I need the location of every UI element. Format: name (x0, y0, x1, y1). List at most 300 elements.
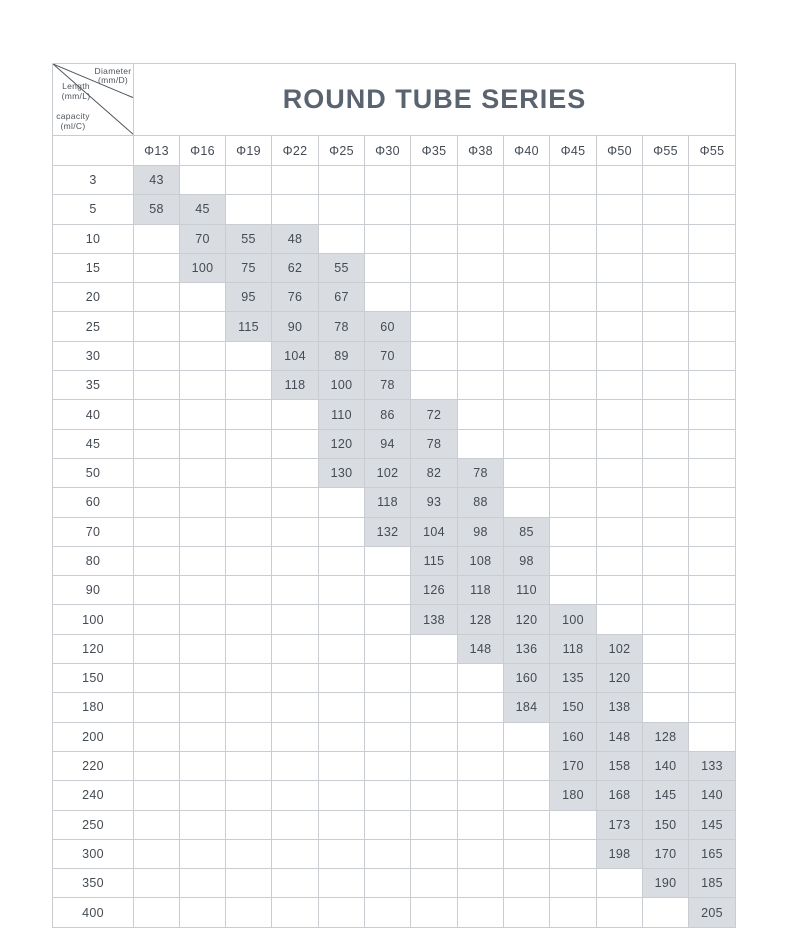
capacity-cell (365, 166, 411, 195)
capacity-cell (134, 546, 180, 575)
capacity-cell (689, 458, 736, 487)
capacity-cell (643, 576, 689, 605)
table-row (53, 693, 736, 722)
corner-capacity-label: capacity (56, 111, 90, 121)
capacity-cell (180, 429, 226, 458)
capacity-cell: 110 (319, 400, 365, 429)
capacity-cell (134, 605, 180, 634)
capacity-cell: 45 (180, 195, 226, 224)
capacity-cell: 140 (643, 751, 689, 780)
capacity-cell (550, 253, 597, 282)
capacity-cell (411, 722, 458, 751)
table-row (53, 810, 736, 839)
capacity-cell (643, 371, 689, 400)
capacity-cell (319, 605, 365, 634)
capacity-cell: 78 (319, 312, 365, 341)
capacity-cell (504, 839, 550, 868)
capacity-cell: 205 (689, 898, 736, 927)
capacity-cell (411, 634, 458, 663)
capacity-cell (134, 781, 180, 810)
capacity-cell: 104 (272, 341, 319, 370)
capacity-cell (272, 488, 319, 517)
table-row (53, 517, 736, 546)
table-row (53, 224, 736, 253)
capacity-cell (597, 605, 643, 634)
diameter-header-cell: Φ38 (458, 136, 504, 166)
capacity-cell (504, 429, 550, 458)
capacity-cell: 168 (597, 781, 643, 810)
capacity-cell (319, 488, 365, 517)
length-cell: 3 (53, 166, 134, 195)
length-cell: 10 (53, 224, 134, 253)
capacity-cell (550, 810, 597, 839)
capacity-cell (180, 722, 226, 751)
capacity-cell: 100 (180, 253, 226, 282)
capacity-cell (272, 195, 319, 224)
capacity-cell: 148 (597, 722, 643, 751)
round-tube-sheet (52, 63, 735, 929)
capacity-cell: 148 (458, 634, 504, 663)
corner-capacity-unit: (ml/C) (60, 121, 86, 131)
capacity-cell (272, 400, 319, 429)
capacity-cell: 150 (643, 810, 689, 839)
capacity-cell (411, 224, 458, 253)
capacity-cell (180, 898, 226, 927)
capacity-cell (134, 488, 180, 517)
table-row (53, 898, 736, 927)
capacity-cell (180, 869, 226, 898)
capacity-cell: 55 (226, 224, 272, 253)
capacity-cell (365, 869, 411, 898)
capacity-cell (134, 634, 180, 663)
capacity-cell (180, 400, 226, 429)
capacity-cell (411, 751, 458, 780)
capacity-cell: 102 (597, 634, 643, 663)
table-row (53, 195, 736, 224)
capacity-cell (134, 810, 180, 839)
capacity-cell (550, 458, 597, 487)
capacity-cell (643, 312, 689, 341)
table-row (53, 839, 736, 868)
capacity-cell (180, 488, 226, 517)
capacity-cell (319, 224, 365, 253)
capacity-cell (597, 283, 643, 312)
capacity-cell (411, 869, 458, 898)
diameter-header-cell: Φ19 (226, 136, 272, 166)
capacity-cell: 93 (411, 488, 458, 517)
capacity-cell (550, 224, 597, 253)
capacity-cell (134, 253, 180, 282)
capacity-cell: 180 (550, 781, 597, 810)
capacity-cell (458, 693, 504, 722)
capacity-cell: 72 (411, 400, 458, 429)
length-cell: 15 (53, 253, 134, 282)
capacity-cell (226, 664, 272, 693)
capacity-cell (272, 898, 319, 927)
capacity-cell (226, 898, 272, 927)
capacity-cell (319, 781, 365, 810)
capacity-cell (134, 869, 180, 898)
diameter-header-cell: Φ22 (272, 136, 319, 166)
table-row (53, 605, 736, 634)
capacity-cell (272, 810, 319, 839)
diameter-header-row (53, 136, 736, 166)
capacity-cell (180, 605, 226, 634)
capacity-cell (226, 722, 272, 751)
capacity-cell: 128 (643, 722, 689, 751)
capacity-cell: 94 (365, 429, 411, 458)
capacity-cell (134, 517, 180, 546)
capacity-table (52, 63, 736, 928)
capacity-cell: 150 (550, 693, 597, 722)
length-cell: 25 (53, 312, 134, 341)
corner-length-unit: (mm/L) (61, 91, 91, 101)
corner-diameter-unit: (mm/D) (97, 75, 129, 85)
length-cell: 20 (53, 283, 134, 312)
capacity-cell (272, 869, 319, 898)
capacity-cell (689, 488, 736, 517)
capacity-cell (365, 253, 411, 282)
capacity-cell: 95 (226, 283, 272, 312)
capacity-cell (411, 693, 458, 722)
capacity-cell (365, 664, 411, 693)
diameter-header-cell: Φ45 (550, 136, 597, 166)
capacity-cell: 128 (458, 605, 504, 634)
capacity-cell: 88 (458, 488, 504, 517)
capacity-cell (643, 429, 689, 458)
capacity-cell: 120 (504, 605, 550, 634)
capacity-cell (504, 312, 550, 341)
table-row (53, 458, 736, 487)
capacity-cell: 78 (411, 429, 458, 458)
capacity-cell: 170 (550, 751, 597, 780)
length-cell: 300 (53, 839, 134, 868)
capacity-cell (411, 898, 458, 927)
table-row (53, 634, 736, 663)
capacity-cell (504, 458, 550, 487)
capacity-cell (365, 722, 411, 751)
capacity-cell (643, 458, 689, 487)
capacity-cell (365, 195, 411, 224)
header-row (53, 64, 736, 136)
table-row (53, 664, 736, 693)
capacity-cell: 85 (504, 517, 550, 546)
capacity-cell: 126 (411, 576, 458, 605)
capacity-cell (180, 781, 226, 810)
capacity-cell (226, 576, 272, 605)
capacity-cell (689, 166, 736, 195)
capacity-cell (597, 341, 643, 370)
capacity-cell: 160 (504, 664, 550, 693)
capacity-cell (504, 898, 550, 927)
capacity-cell (458, 839, 504, 868)
capacity-cell (643, 693, 689, 722)
length-cell: 80 (53, 546, 134, 575)
capacity-cell (597, 166, 643, 195)
capacity-cell (272, 429, 319, 458)
capacity-cell (226, 546, 272, 575)
length-cell: 200 (53, 722, 134, 751)
capacity-cell (504, 166, 550, 195)
capacity-cell: 115 (226, 312, 272, 341)
capacity-cell (226, 371, 272, 400)
table-row (53, 869, 736, 898)
capacity-cell (134, 898, 180, 927)
capacity-cell (180, 546, 226, 575)
capacity-cell: 70 (365, 341, 411, 370)
length-cell: 240 (53, 781, 134, 810)
capacity-cell (458, 166, 504, 195)
capacity-cell (643, 283, 689, 312)
capacity-cell (550, 400, 597, 429)
capacity-cell: 173 (597, 810, 643, 839)
capacity-cell (134, 839, 180, 868)
capacity-cell (411, 253, 458, 282)
capacity-cell (226, 166, 272, 195)
capacity-cell (180, 312, 226, 341)
capacity-cell (458, 341, 504, 370)
capacity-cell: 185 (689, 869, 736, 898)
capacity-cell (226, 488, 272, 517)
page-title: ROUND TUBE SERIES (134, 64, 736, 136)
capacity-cell (411, 283, 458, 312)
capacity-cell (134, 341, 180, 370)
capacity-cell (597, 312, 643, 341)
diameter-header-cell: Φ35 (411, 136, 458, 166)
capacity-cell (550, 166, 597, 195)
capacity-cell (272, 664, 319, 693)
capacity-cell (365, 898, 411, 927)
length-cell: 120 (53, 634, 134, 663)
capacity-cell (597, 898, 643, 927)
capacity-cell (272, 722, 319, 751)
capacity-cell (411, 839, 458, 868)
capacity-cell (365, 693, 411, 722)
capacity-cell (134, 312, 180, 341)
capacity-cell (180, 634, 226, 663)
capacity-cell: 90 (272, 312, 319, 341)
capacity-cell (319, 839, 365, 868)
capacity-cell (226, 195, 272, 224)
capacity-cell (504, 371, 550, 400)
capacity-cell (597, 195, 643, 224)
capacity-cell (226, 751, 272, 780)
capacity-cell (689, 664, 736, 693)
capacity-cell (134, 400, 180, 429)
capacity-cell (411, 341, 458, 370)
table-row (53, 429, 736, 458)
capacity-cell: 100 (319, 371, 365, 400)
capacity-cell (458, 400, 504, 429)
capacity-cell (689, 253, 736, 282)
capacity-cell (689, 722, 736, 751)
capacity-cell (458, 253, 504, 282)
capacity-cell: 118 (272, 371, 319, 400)
capacity-cell (180, 166, 226, 195)
capacity-cell (597, 576, 643, 605)
capacity-cell (365, 839, 411, 868)
table-row (53, 253, 736, 282)
capacity-cell: 55 (319, 253, 365, 282)
capacity-cell (550, 283, 597, 312)
capacity-cell (180, 517, 226, 546)
capacity-cell (597, 546, 643, 575)
capacity-cell (134, 224, 180, 253)
capacity-cell (411, 810, 458, 839)
table-row (53, 400, 736, 429)
capacity-cell (458, 810, 504, 839)
capacity-cell (134, 751, 180, 780)
capacity-cell (226, 781, 272, 810)
capacity-cell (180, 371, 226, 400)
capacity-cell (365, 283, 411, 312)
capacity-cell (226, 605, 272, 634)
capacity-cell (319, 810, 365, 839)
table-row (53, 341, 736, 370)
capacity-cell: 140 (689, 781, 736, 810)
capacity-cell (319, 576, 365, 605)
capacity-cell (689, 400, 736, 429)
capacity-cell (643, 517, 689, 546)
table-row (53, 576, 736, 605)
capacity-cell (458, 429, 504, 458)
capacity-cell (272, 166, 319, 195)
capacity-cell (319, 693, 365, 722)
table-row (53, 371, 736, 400)
diameter-header-cell: Φ40 (504, 136, 550, 166)
capacity-cell (272, 517, 319, 546)
capacity-cell (643, 400, 689, 429)
capacity-cell (504, 400, 550, 429)
capacity-cell: 67 (319, 283, 365, 312)
capacity-cell (226, 341, 272, 370)
capacity-cell (319, 634, 365, 663)
capacity-cell: 165 (689, 839, 736, 868)
capacity-cell: 184 (504, 693, 550, 722)
capacity-cell (458, 371, 504, 400)
capacity-cell (504, 722, 550, 751)
capacity-cell: 138 (411, 605, 458, 634)
capacity-cell (180, 693, 226, 722)
capacity-cell (597, 224, 643, 253)
length-cell: 35 (53, 371, 134, 400)
capacity-cell (458, 312, 504, 341)
diameter-header-cell: Φ13 (134, 136, 180, 166)
capacity-cell: 138 (597, 693, 643, 722)
capacity-cell (319, 664, 365, 693)
capacity-cell (597, 869, 643, 898)
diameter-header-cell: Φ55 (689, 136, 736, 166)
capacity-cell (597, 488, 643, 517)
length-cell: 40 (53, 400, 134, 429)
capacity-cell (689, 429, 736, 458)
capacity-cell: 170 (643, 839, 689, 868)
capacity-cell (689, 371, 736, 400)
corner-diameter-label: Diameter (94, 66, 132, 76)
capacity-cell (134, 693, 180, 722)
capacity-cell (458, 781, 504, 810)
capacity-cell (272, 576, 319, 605)
table-row (53, 488, 736, 517)
capacity-cell: 110 (504, 576, 550, 605)
capacity-cell (504, 810, 550, 839)
capacity-cell (643, 605, 689, 634)
capacity-cell (411, 371, 458, 400)
length-cell: 150 (53, 664, 134, 693)
length-cell: 70 (53, 517, 134, 546)
capacity-cell (550, 195, 597, 224)
capacity-cell: 136 (504, 634, 550, 663)
capacity-cell (272, 839, 319, 868)
capacity-cell: 48 (272, 224, 319, 253)
capacity-cell (504, 341, 550, 370)
capacity-cell (597, 458, 643, 487)
capacity-cell (134, 722, 180, 751)
capacity-cell (319, 195, 365, 224)
diameter-header-cell: Φ16 (180, 136, 226, 166)
capacity-cell (504, 224, 550, 253)
length-cell: 60 (53, 488, 134, 517)
capacity-cell (504, 283, 550, 312)
capacity-cell (550, 517, 597, 546)
capacity-cell (134, 664, 180, 693)
length-cell: 400 (53, 898, 134, 927)
capacity-cell (411, 166, 458, 195)
capacity-cell: 98 (504, 546, 550, 575)
capacity-cell (504, 253, 550, 282)
length-cell: 90 (53, 576, 134, 605)
corner-length-label: Length (62, 81, 90, 91)
capacity-cell (458, 283, 504, 312)
capacity-cell: 82 (411, 458, 458, 487)
capacity-cell (319, 898, 365, 927)
capacity-cell (550, 839, 597, 868)
table-row (53, 283, 736, 312)
capacity-cell (226, 869, 272, 898)
capacity-cell (550, 488, 597, 517)
capacity-cell: 108 (458, 546, 504, 575)
capacity-cell (365, 781, 411, 810)
capacity-cell: 78 (458, 458, 504, 487)
capacity-cell (643, 664, 689, 693)
capacity-cell: 100 (550, 605, 597, 634)
capacity-cell (319, 546, 365, 575)
capacity-cell (180, 839, 226, 868)
capacity-cell (319, 166, 365, 195)
capacity-cell (643, 898, 689, 927)
table-row (53, 312, 736, 341)
capacity-cell (597, 429, 643, 458)
capacity-cell (643, 546, 689, 575)
capacity-cell: 102 (365, 458, 411, 487)
capacity-cell (134, 283, 180, 312)
capacity-cell (272, 634, 319, 663)
capacity-cell (643, 341, 689, 370)
capacity-cell (226, 429, 272, 458)
capacity-cell (550, 312, 597, 341)
capacity-cell (226, 693, 272, 722)
capacity-cell (365, 546, 411, 575)
capacity-cell: 75 (226, 253, 272, 282)
capacity-cell: 198 (597, 839, 643, 868)
capacity-cell (597, 253, 643, 282)
capacity-cell (689, 341, 736, 370)
capacity-cell: 120 (597, 664, 643, 693)
capacity-cell (180, 576, 226, 605)
capacity-cell (180, 810, 226, 839)
capacity-cell (272, 781, 319, 810)
capacity-cell: 115 (411, 546, 458, 575)
